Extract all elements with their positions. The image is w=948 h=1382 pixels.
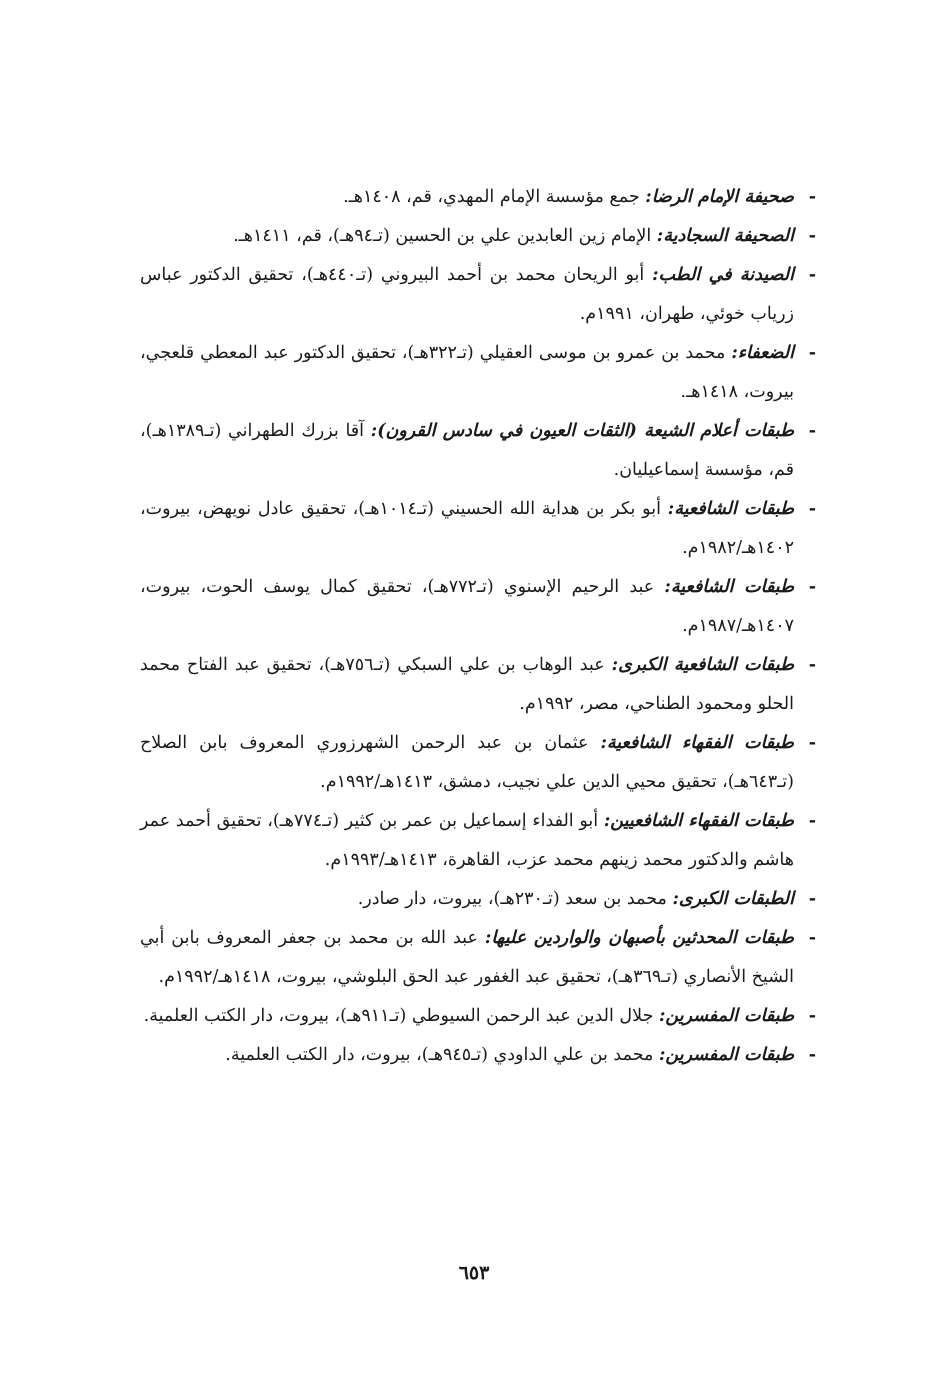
entry-title: الطبقات الكبرى: — [672, 889, 794, 909]
bibliography-entry — [140, 802, 816, 880]
bibliography-entry — [140, 568, 816, 646]
entry-title: الضعفاء: — [731, 343, 794, 363]
entry-text: أبو الريحان محمد بن أحمد البيروني (تـ٤٤٠هـ)، تحقيق الدكتور عباس زرياب خوئي، طهران، ١٩٩١م. — [140, 265, 794, 324]
entry-title: طبقات الشافعية الكبرى: — [611, 655, 794, 675]
bibliography-entry — [140, 217, 816, 256]
entry-title: الصحيفة السجادية: — [656, 226, 794, 246]
entry-dash: - — [808, 1006, 816, 1026]
entry-dash: - — [808, 655, 816, 675]
entry-dash: - — [808, 811, 816, 831]
bibliography-entry — [140, 256, 816, 334]
entry-text: محمد بن عمرو بن موسى العقيلي (تـ٣٢٢هـ)، تحقيق الدكتور عبد المعطي قلعجي، بيروت، ١٤١٨هـ. — [140, 343, 794, 402]
entry-title: طبقات الشافعية: — [667, 499, 795, 519]
bibliography-entry — [140, 1036, 816, 1075]
entry-text: عثمان بن عبد الرحمن الشهرزوري المعروف بابن الصلاح (تـ٦٤٣هـ)، تحقيق محيي الدين علي نجيب، دمشق، ١٤١٣هـ/١٩٩٢م. — [140, 733, 794, 792]
entry-dash: - — [808, 187, 816, 207]
entry-dash: - — [808, 499, 816, 519]
entry-title: صحيفة الإمام الرضا: — [645, 187, 794, 207]
bibliography-entry — [140, 646, 816, 724]
entry-dash: - — [808, 265, 816, 285]
bibliography-entry — [140, 334, 816, 412]
entry-dash: - — [808, 733, 816, 753]
entry-text: جلال الدين عبد الرحمن السيوطي (تـ٩١١هـ)، بيروت، دار الكتب العلمية. — [143, 1006, 659, 1026]
entry-title: الصيدنة في الطب: — [652, 265, 794, 285]
entry-dash: - — [808, 421, 816, 441]
bibliography-entry — [140, 919, 816, 997]
entry-text: عبد الله بن محمد بن جعفر المعروف بابن أبي الشيخ الأنصاري (تـ٣٦٩هـ)، تحقيق عبد الغفور عبد الحق البلوشي، بيروت، ١٤١٨هـ/١٩٩٢م. — [140, 928, 794, 987]
entry-dash: - — [808, 577, 816, 597]
entry-text: عبد الوهاب بن علي السبكي (تـ٧٥٦هـ)، تحقيق عبد الفتاح محمد الحلو ومحمود الطناحي، مصر، ١٩٩٢م. — [140, 655, 794, 714]
bibliography-list — [140, 178, 816, 1075]
bibliography-entry — [140, 178, 816, 217]
entry-text: الإمام زين العابدين علي بن الحسين (تـ٩٤هـ)، قم، ١٤١١هـ. — [233, 226, 657, 246]
entry-dash: - — [808, 889, 816, 909]
bibliography-entry — [140, 490, 816, 568]
page-number: ٦٥٣ — [458, 1262, 490, 1284]
bibliography-entry — [140, 412, 816, 490]
bibliography-entry — [140, 880, 816, 919]
entry-text: جمع مؤسسة الإمام المهدي، قم، ١٤٠٨هـ. — [343, 187, 646, 207]
bibliography-entry — [140, 997, 816, 1036]
entry-title: طبقات المفسرين: — [658, 1045, 794, 1065]
entry-title: طبقات أعلام الشيعة (الثقات العيون في سادس القرون): — [370, 421, 794, 441]
entry-text: محمد بن سعد (تـ٢٣٠هـ)، بيروت، دار صادر. — [357, 889, 673, 909]
entry-text: عبد الرحيم الإسنوي (تـ٧٧٢هـ)، تحقيق كمال يوسف الحوت، بيروت، ١٤٠٧هـ/١٩٨٧م. — [140, 577, 794, 636]
entry-title: طبقات الفقهاء الشافعية: — [600, 733, 794, 753]
entry-title: طبقات المحدثين بأصبهان والواردين عليها: — [484, 928, 794, 948]
entry-text: محمد بن علي الداودي (تـ٩٤٥هـ)، بيروت، دار الكتب العلمية. — [225, 1045, 659, 1065]
entry-text: أبو الفداء إسماعيل بن عمر بن كثير (تـ٧٧٤هـ)، تحقيق أحمد عمر هاشم والدكتور محمد زينهم محمد عزب، القاهرة، ١٤١٣هـ/١٩٩٣م. — [140, 811, 794, 870]
entry-dash: - — [808, 928, 816, 948]
bibliography-entry — [140, 724, 816, 802]
entry-dash: - — [808, 1045, 816, 1065]
entry-dash: - — [808, 226, 816, 246]
entry-title: طبقات المفسرين: — [658, 1006, 794, 1026]
entry-text: أبو بكر بن هداية الله الحسيني (تـ١٠١٤هـ)، تحقيق عادل نويهض، بيروت، ١٤٠٢هـ/١٩٨٢م. — [140, 499, 794, 558]
entry-title: طبقات الشافعية: — [664, 577, 795, 597]
entry-text: آقا بزرك الطهراني (تـ١٣٨٩هـ)، قم، مؤسسة إسماعيليان. — [140, 421, 794, 480]
entry-title: طبقات الفقهاء الشافعيين: — [603, 811, 794, 831]
entry-dash: - — [808, 343, 816, 363]
